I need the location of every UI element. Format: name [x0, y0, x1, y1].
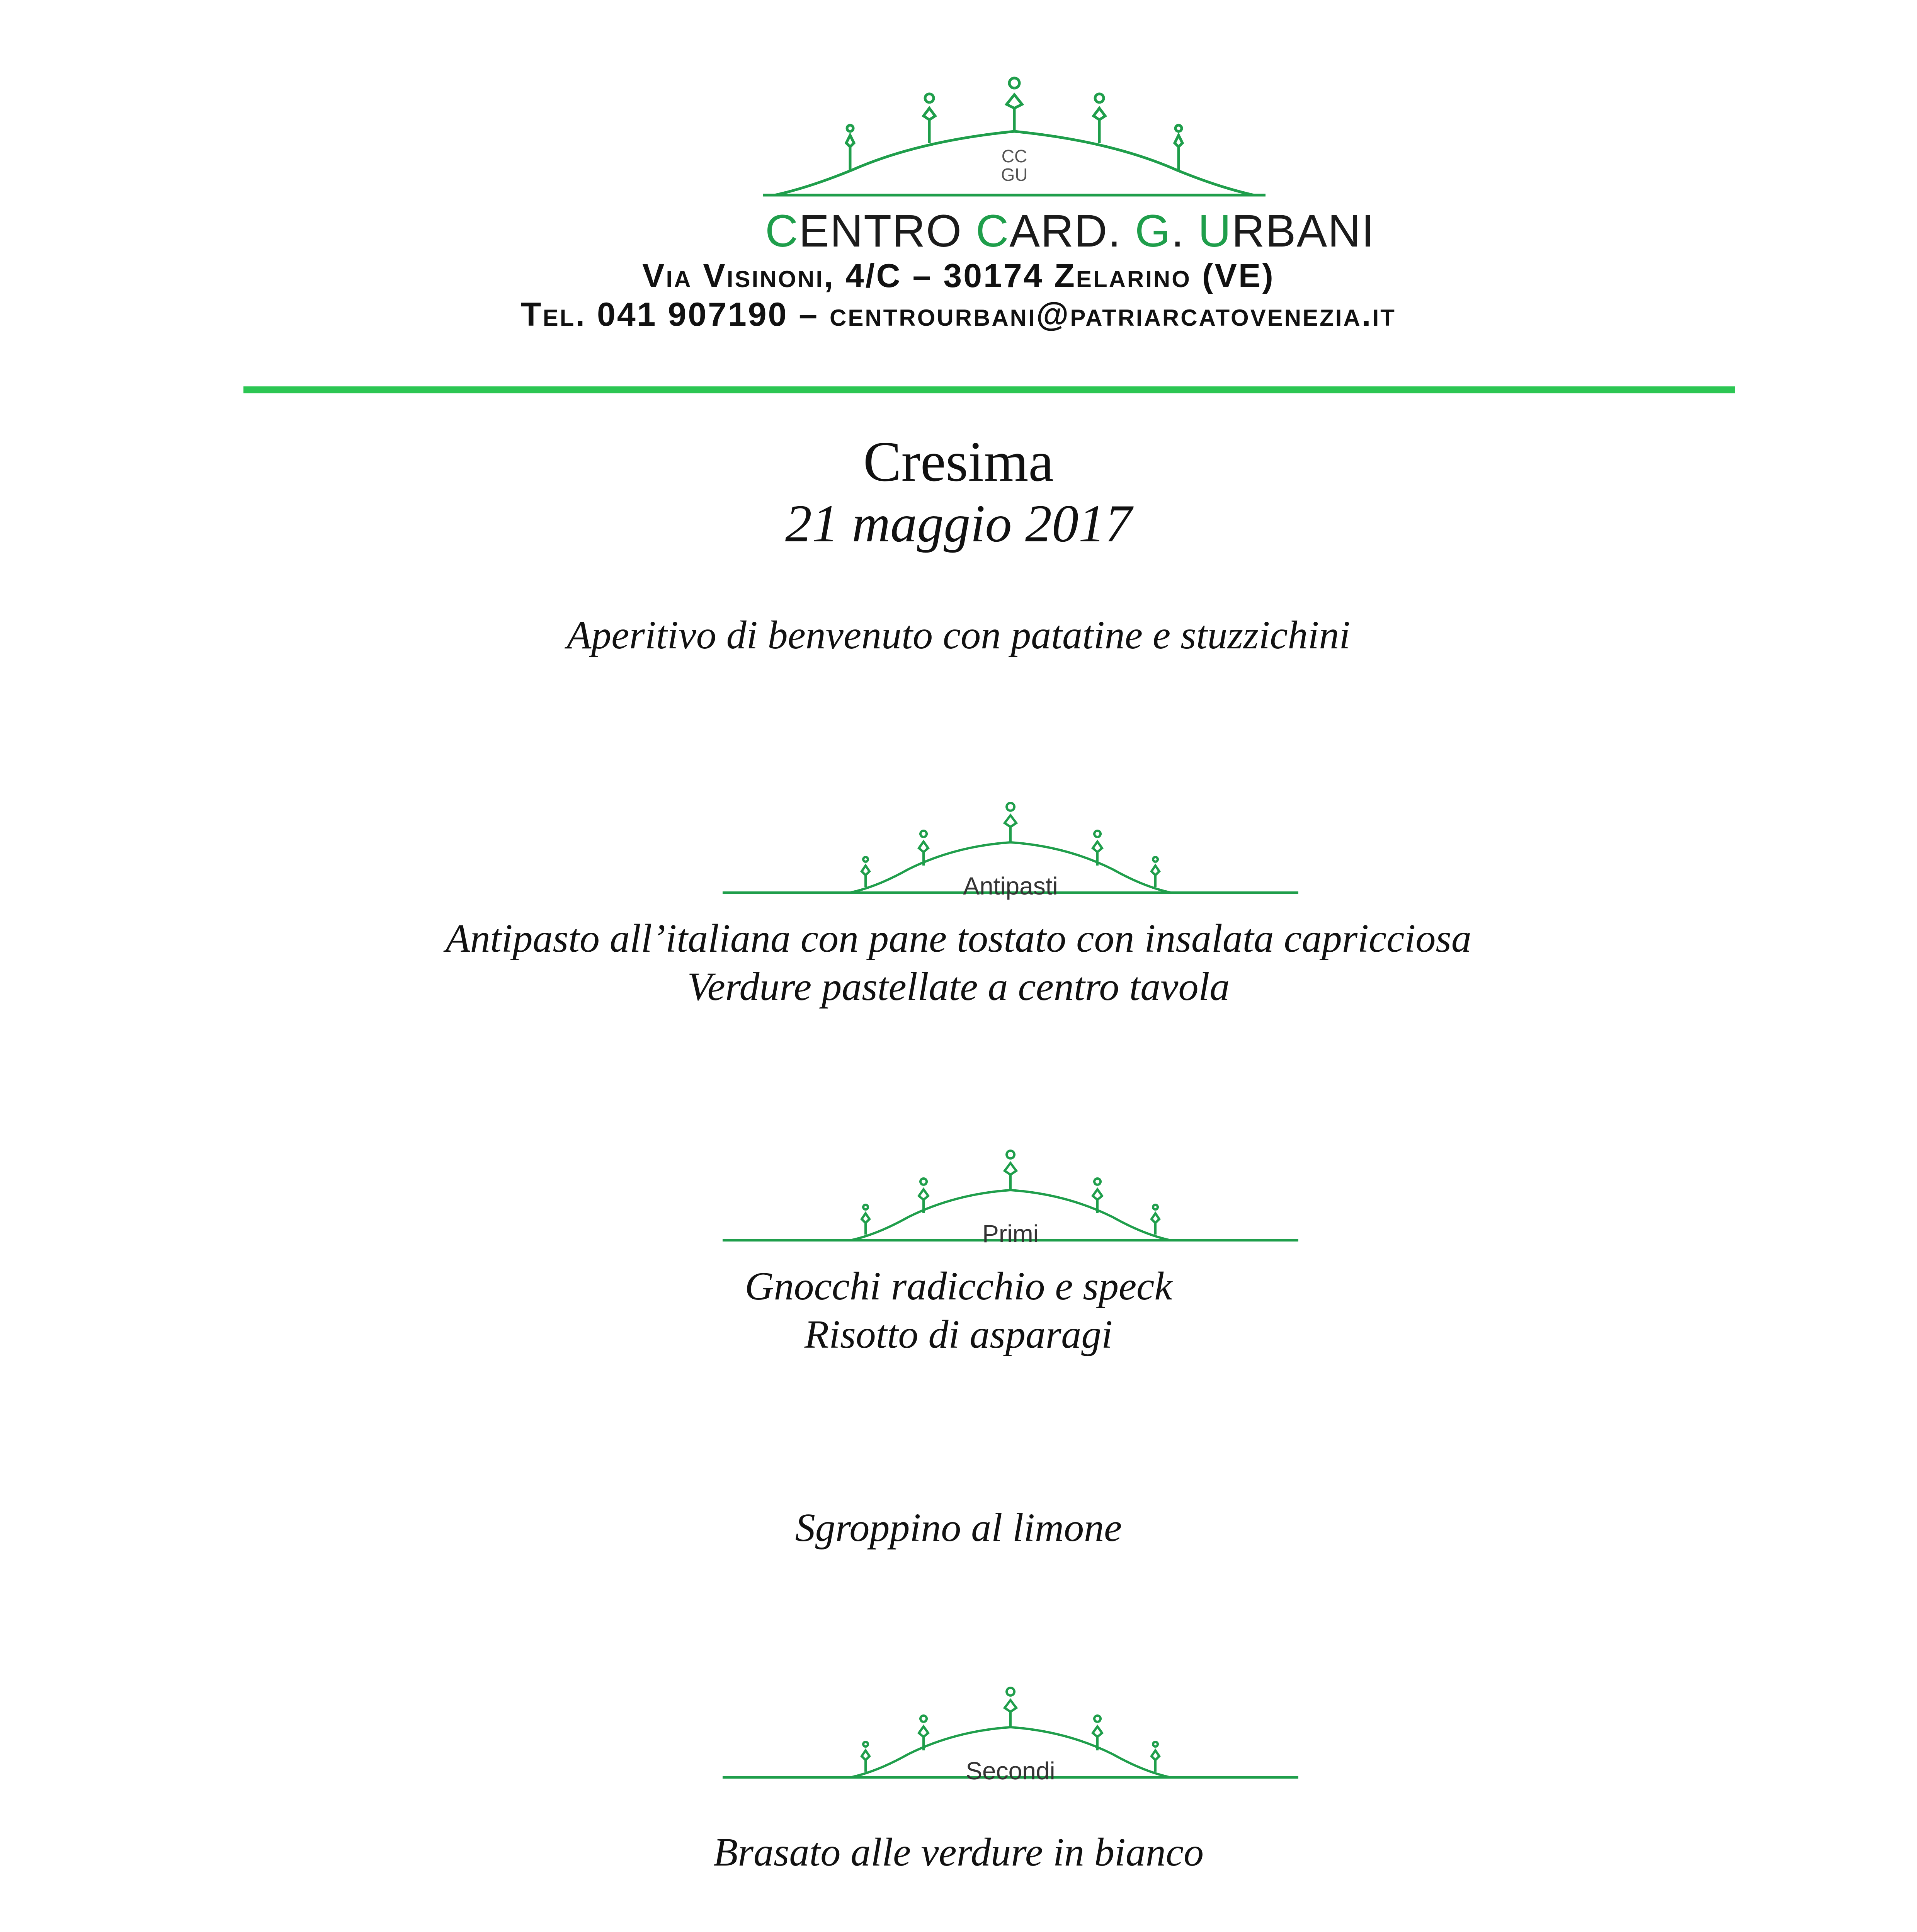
intermezzo-line: Sgroppino al limone: [795, 1505, 1122, 1550]
event-date: 21 maggio 2017: [785, 494, 1132, 553]
section-ornament: [723, 800, 1298, 916]
header-contacts: Tel. 041 907190 – centrourbani@patriarcatovenezia.it: [521, 296, 1396, 333]
logo-name-part: C: [976, 206, 1010, 257]
logo-name-part: ENTRO: [799, 206, 976, 257]
logo-name-part: ARD.: [1009, 206, 1135, 257]
section-ornament: [723, 1685, 1298, 1801]
logo-name: [765, 205, 1375, 257]
divider-rule: [243, 386, 1735, 393]
menu-item: Brasato alle verdure in bianco: [713, 1830, 1204, 1874]
section-label: Primi: [982, 1220, 1039, 1248]
logo-name-part: .: [1171, 206, 1198, 257]
villa-logo-icon: [763, 73, 1266, 216]
menu-item: Risotto di asparagi: [804, 1312, 1113, 1357]
monogram: CC GU: [1001, 146, 1028, 185]
logo-name-part: RBANI: [1232, 206, 1375, 257]
logo-name-part: U: [1198, 206, 1232, 257]
logo-name-part: C: [765, 206, 799, 257]
menu-item: Antipasto all’italiana con pane tostato con insalata capricciosa: [446, 916, 1471, 961]
section-ornament: [723, 1148, 1298, 1264]
logo: [763, 73, 1266, 216]
welcome-line: Aperitivo di benvenuto con patatine e stuzzichini: [566, 613, 1351, 657]
menu-item: Gnocchi radicchio e speck: [745, 1264, 1172, 1308]
header-address: Via Visinoni, 4/C – 30174 Zelarino (VE): [642, 257, 1275, 294]
menu-item: Verdure pastellate a centro tavola: [687, 964, 1230, 1009]
logo-name-part: G: [1135, 206, 1171, 257]
section-label: Secondi: [966, 1757, 1055, 1785]
section-label: Antipasti: [963, 872, 1058, 900]
event-title: Cresima: [863, 430, 1054, 493]
